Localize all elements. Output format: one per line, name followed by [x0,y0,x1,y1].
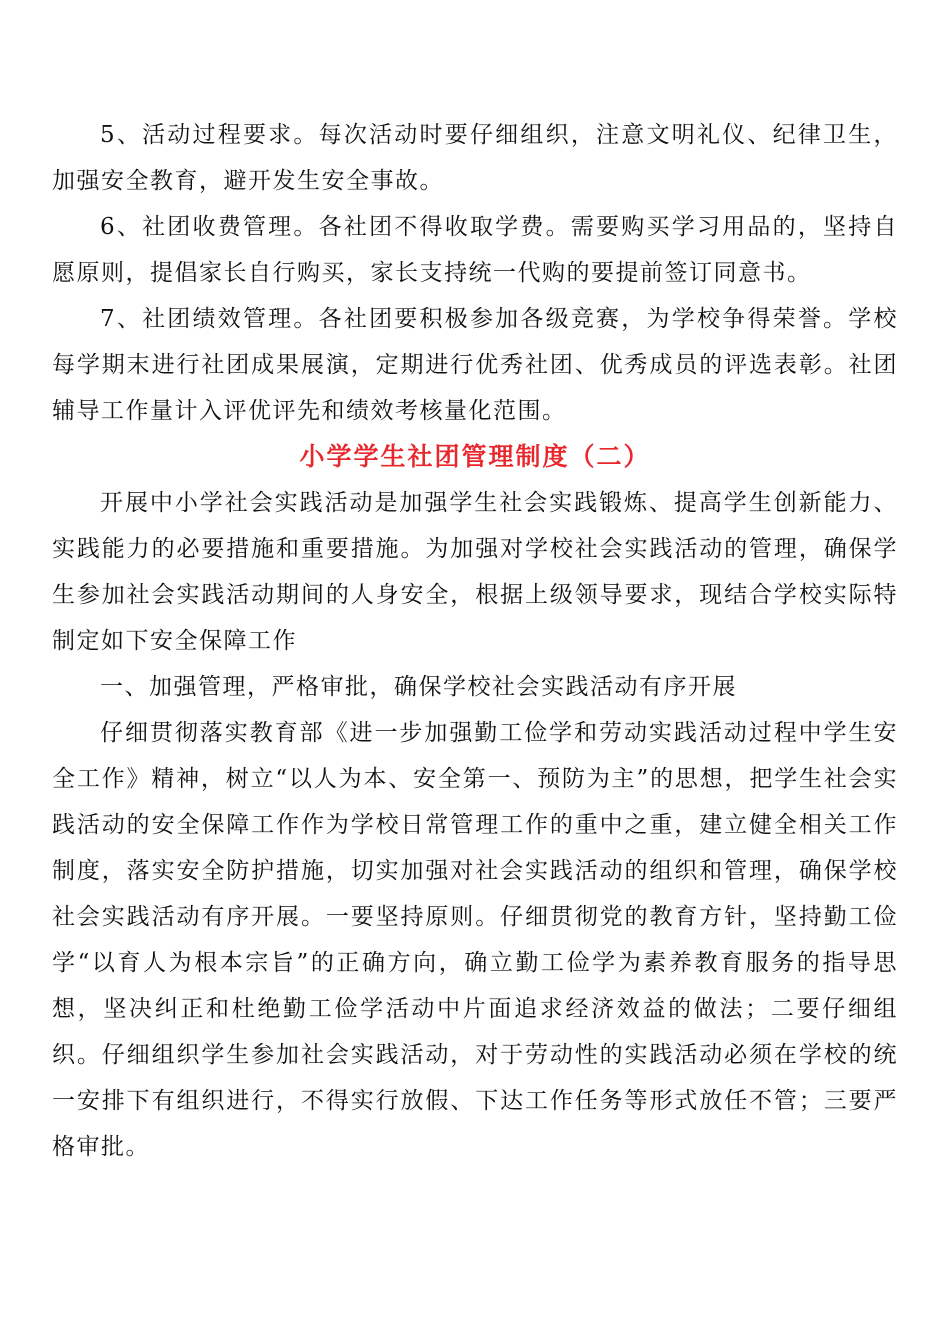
intro-paragraph: 开展中小学社会实践活动是加强学生社会实践锻炼、提高学生创新能力、实践能力的必要措施和重要措施。为加强对学校社会实践活动的管理，确保学生参加社会实践活动期间的人身安全，根据上级领导要求，现结合学校实际特制定如下安全保障工作 [52,490,898,654]
section-heading-one: 一、加强管理，严格审批，确保学校社会实践活动有序开展 [100,674,737,700]
paragraph-item-5: 5、活动过程要求。每次活动时要仔细组织，注意文明礼仪、纪律卫生，加强安全教育，避开发生安全事故。 [52,122,898,194]
paragraph-item-7: 7、社团绩效管理。各社团要积极参加各级竞赛，为学校争得荣誉。学校每学期末进行社团成果展演，定期进行优秀社团、优秀成员的评选表彰。社团辅导工作量计入评优评先和绩效考核量化范围。 [52,306,898,424]
document-body [52,112,898,1170]
section-title: 小学学生社团管理制度（二） [299,442,651,471]
paragraph-item-6: 6、社团收费管理。各社团不得收取学费。需要购买学习用品的，坚持自愿原则，提倡家长自行购买，家长支持统一代购的要提前签订同意书。 [52,214,898,286]
body-paragraph: 仔细贯彻落实教育部《进一步加强勤工俭学和劳动实践活动过程中学生安全工作》精神，树立“以人为本、安全第一、预防为主”的思想，把学生社会实践活动的安全保障工作作为学校日常管理工作的重中之重，建立健全相关工作制度，落实安全防护措施，切实加强对社会实践活动的组织和管理，确保学校社会实践活动有序开展。一要坚持原则。仔细贯彻党的教育方针，坚持勤工俭学“以育人为根本宗旨”的正确方向，确立勤工俭学为素养教育服务的指导思想，坚决纠正和杜绝勤工俭学活动中片面追求经济效益的做法；二要仔细组织。仔细组织学生参加社会实践活动，对于劳动性的实践活动必须在学校的统一安排下有组织进行，不得实行放假、下达工作任务等形式放任不管；三要严格审批。 [52,720,898,1160]
